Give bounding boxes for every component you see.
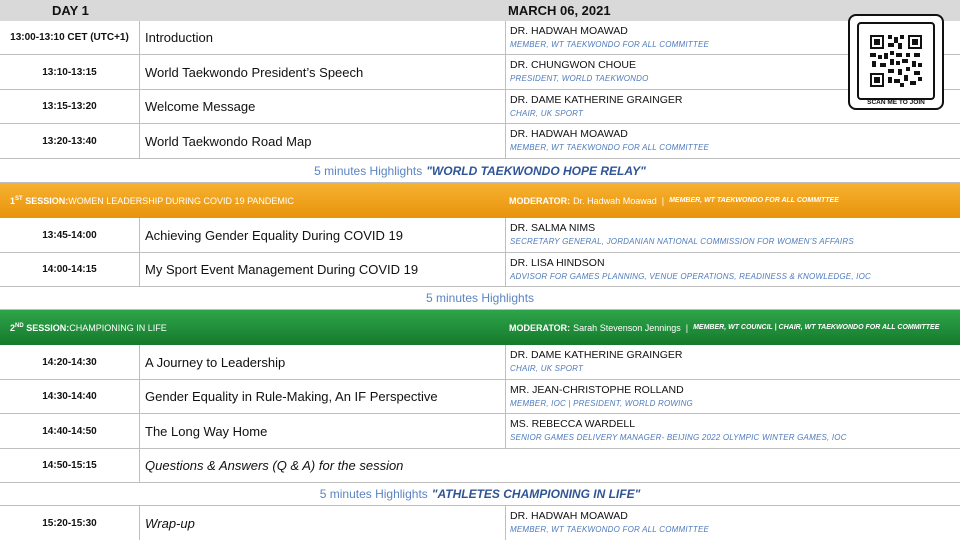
title-cell: My Sport Event Management During COVID 19 — [145, 262, 419, 277]
title-cell: The Long Way Home — [145, 423, 268, 439]
speaker-cell — [505, 90, 683, 123]
moderator-label: MODERATOR: — [509, 322, 571, 333]
table-row — [0, 124, 960, 159]
speaker-cell — [505, 55, 649, 89]
qr-caption: SCAN ME TO JOIN — [867, 99, 925, 106]
speaker-name: DR. SALMA NIMS — [510, 222, 596, 234]
title-cell: Wrap-up — [145, 515, 195, 531]
time-cell: 14:20-14:30 — [0, 345, 140, 379]
moderator-role: MEMBER, WT COUNCIL | CHAIR, WT TAEKWONDO FOR ALL COMMITTEE — [693, 324, 940, 331]
title-cell: Gender Equality in Rule-Making, An IF Perspective — [145, 389, 438, 404]
speaker-role: CHAIR, UK SPORT — [510, 364, 584, 373]
session-moderator — [509, 183, 839, 218]
time-cell: 14:50-15:15 — [0, 449, 140, 482]
session-ordinal-suffix: ST — [15, 195, 23, 202]
time-cell: 13:00-13:10 CET (UTC+1) — [0, 21, 140, 54]
table-row — [0, 55, 960, 90]
speaker-cell — [505, 124, 709, 158]
speaker-name: MS. REBECCA WARDELL — [510, 418, 636, 430]
time-cell: 13:20-13:40 — [0, 124, 140, 158]
speaker-name: MR. JEAN-CHRISTOPHE ROLLAND — [510, 384, 684, 396]
highlight-banner — [0, 287, 960, 310]
session-ordinal: 2 — [10, 322, 16, 333]
speaker-role: MEMBER, WT TAEKWONDO FOR ALL COMMITTEE — [510, 40, 710, 49]
time-cell: 13:45-14:00 — [0, 218, 140, 252]
moderator-separator: | — [685, 322, 689, 333]
speaker-name: DR. LISA HINDSON — [510, 257, 605, 269]
table-row — [0, 90, 960, 124]
speaker-role: MEMBER, WT TAEKWONDO FOR ALL COMMITTEE — [510, 143, 710, 152]
session-moderator — [509, 310, 939, 345]
day-label: DAY 1 — [52, 3, 89, 18]
speaker-role: MEMBER, IOC | PRESIDENT, WORLD ROWING — [510, 399, 693, 408]
qr-code-icon — [868, 33, 924, 89]
highlight-text: 5 minutes Highlights — [314, 163, 423, 178]
table-row — [0, 21, 960, 55]
speaker-name: DR. DAME KATHERINE GRAINGER — [510, 349, 683, 361]
title-cell: World Taekwondo President’s Speech — [145, 64, 364, 80]
speaker-cell — [505, 414, 847, 448]
qr-code-frame — [857, 22, 935, 100]
session-name: WOMEN LEADERSHIP DURING COVID 19 PANDEMIC — [68, 195, 294, 206]
time-cell: 13:10-13:15 — [0, 55, 140, 89]
session-ordinal-suffix: ND — [15, 322, 24, 329]
speaker-role: SECRETARY GENERAL, JORDANIAN NATIONAL COMMISSION FOR WOMEN’S AFFAIRS — [510, 237, 854, 246]
speaker-role: CHAIR, UK SPORT — [510, 109, 584, 118]
speaker-cell — [505, 506, 709, 540]
speaker-name: DR. HADWAH MOAWAD — [510, 25, 628, 37]
speaker-name: DR. HADWAH MOAWAD — [510, 510, 628, 522]
session-ordinal: 1 — [10, 195, 16, 206]
speaker-cell — [505, 253, 871, 286]
highlight-banner — [0, 483, 960, 506]
highlight-banner — [0, 159, 960, 183]
table-row — [0, 506, 960, 540]
date-label: MARCH 06, 2021 — [508, 3, 611, 18]
speaker-name: DR. DAME KATHERINE GRAINGER — [510, 94, 683, 106]
title-cell: A Journey to Leadership — [145, 354, 286, 370]
moderator-role: MEMBER, WT TAEKWONDO FOR ALL COMMITTEE — [669, 197, 839, 204]
time-cell: 14:30-14:40 — [0, 380, 140, 413]
highlight-emphasis: "WORLD TAEKWONDO HOPE RELAY" — [426, 163, 646, 178]
session-word: SESSION: — [23, 322, 70, 333]
speaker-role: MEMBER, WT TAEKWONDO FOR ALL COMMITTEE — [510, 525, 710, 534]
speaker-cell — [505, 21, 709, 54]
speaker-name: DR. CHUNGWON CHOUE — [510, 59, 636, 71]
table-row — [0, 380, 960, 414]
table-row — [0, 414, 960, 449]
time-cell: 14:40-14:50 — [0, 414, 140, 448]
agenda-header — [0, 0, 960, 21]
session-banner-2 — [0, 310, 960, 345]
speaker-cell — [505, 218, 854, 252]
moderator-separator: | — [661, 195, 665, 206]
time-cell: 15:20-15:30 — [0, 506, 140, 540]
session-word: SESSION: — [22, 195, 69, 206]
title-cell: Questions & Answers (Q & A) for the session — [145, 458, 404, 473]
moderator-name: Dr. Hadwah Moawad — [573, 195, 657, 206]
speaker-name: DR. HADWAH MOAWAD — [510, 128, 628, 140]
speaker-role: PRESIDENT, WORLD TAEKWONDO — [510, 74, 649, 83]
table-row — [0, 449, 960, 483]
session-label — [10, 183, 294, 218]
qr-code-card[interactable] — [848, 14, 944, 110]
time-cell: 14:00-14:15 — [0, 253, 140, 286]
speaker-cell — [505, 345, 683, 379]
speaker-role: ADVISOR FOR GAMES PLANNING, VENUE OPERATIONS, READINESS & KNOWLEDGE, IOC — [510, 272, 871, 281]
moderator-label: MODERATOR: — [509, 195, 571, 206]
time-cell: 13:15-13:20 — [0, 90, 140, 123]
session-label — [10, 310, 167, 345]
highlight-text: 5 minutes Highlights — [425, 291, 535, 305]
moderator-name: Sarah Stevenson Jennings — [573, 322, 681, 333]
speaker-cell — [505, 380, 693, 413]
title-cell: World Taekwondo Road Map — [145, 133, 312, 149]
highlight-emphasis: "ATHLETES CHAMPIONING IN LIFE" — [431, 487, 641, 501]
title-cell: Introduction — [145, 30, 213, 45]
session-name: CHAMPIONING IN LIFE — [69, 322, 167, 333]
table-row — [0, 253, 960, 287]
table-row — [0, 218, 960, 253]
title-cell: Welcome Message — [145, 99, 256, 114]
table-row — [0, 345, 960, 380]
title-cell: Achieving Gender Equality During COVID 19 — [145, 227, 403, 243]
session-banner-1 — [0, 183, 960, 218]
speaker-role: SENIOR GAMES DELIVERY MANAGER- BEIJING 2022 OLYMPIC WINTER GAMES, IOC — [510, 433, 847, 442]
highlight-text: 5 minutes Highlights — [319, 487, 428, 501]
